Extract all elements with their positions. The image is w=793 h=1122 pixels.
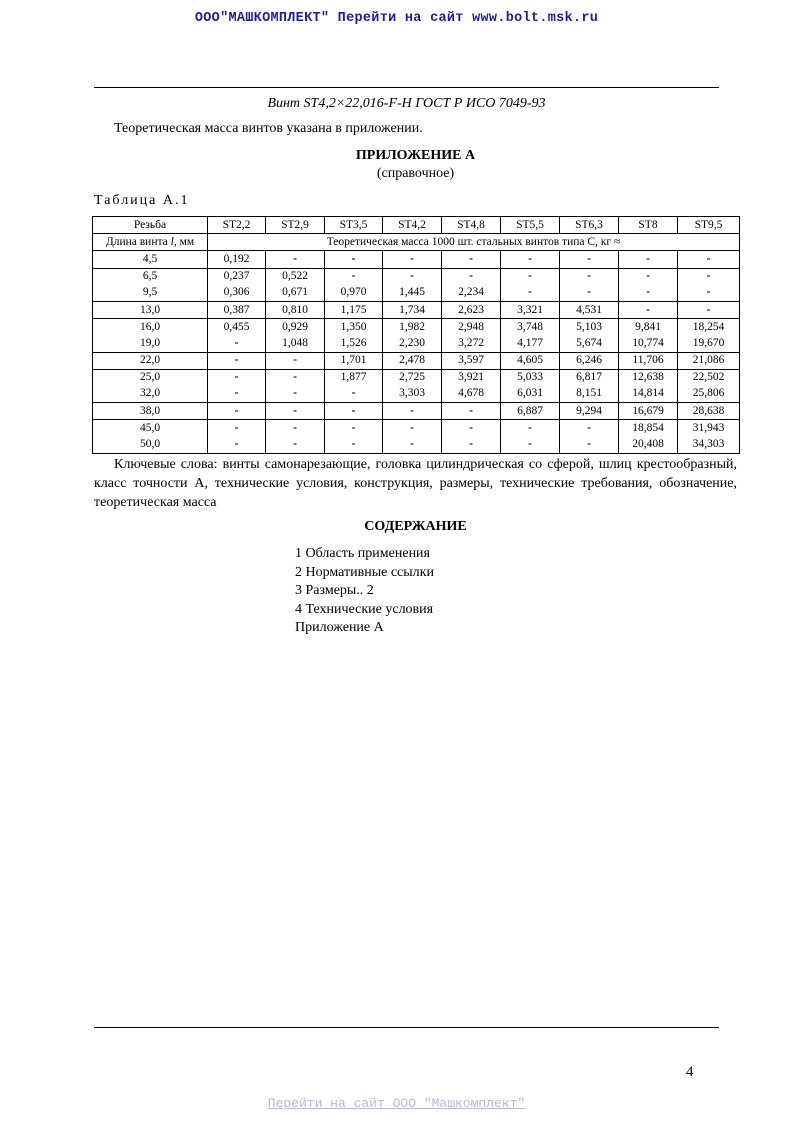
length-cell: 9,5 — [93, 285, 208, 302]
length-cell: 6,5 — [93, 268, 208, 285]
mass-cell: 1,701 — [325, 352, 383, 369]
length-cell: 19,0 — [93, 335, 208, 352]
mass-cell: - — [560, 268, 619, 285]
mass-cell: 0,671 — [266, 285, 325, 302]
mass-cell: 1,175 — [325, 301, 383, 318]
column-header: ST2,2 — [208, 217, 266, 234]
mass-cell: 16,679 — [619, 403, 678, 420]
appendix-subtitle: (справочное) — [376, 166, 455, 181]
mass-cell: - — [266, 352, 325, 369]
mass-cell: 14,814 — [619, 386, 678, 403]
mass-cell: - — [442, 251, 501, 268]
mass-cell: 3,303 — [383, 386, 442, 403]
thread-header: Резьба — [93, 217, 208, 234]
mass-cell: 4,177 — [501, 335, 560, 352]
column-header: ST5,5 — [501, 217, 560, 234]
mass-cell: 3,597 — [442, 352, 501, 369]
table-caption: Таблица А.1 — [94, 193, 190, 208]
mass-cell: - — [325, 420, 383, 437]
mass-cell: - — [383, 436, 442, 453]
mass-cell: 0,970 — [325, 285, 383, 302]
mass-cell: - — [442, 420, 501, 437]
mass-cell: 18,854 — [619, 420, 678, 437]
mass-cell: 11,706 — [619, 352, 678, 369]
mass-cell: - — [266, 386, 325, 403]
mass-cell: - — [560, 420, 619, 437]
mass-cell: - — [383, 251, 442, 268]
mass-cell: 6,817 — [560, 369, 619, 386]
keywords-paragraph: Ключевые слова: винты самонарезающие, головка цилиндрическая со сферой, шлиц крестообразный, класс точности А, технические условия, конструкция, размеры, технические требования, обозначение, теоретическая масса — [94, 457, 737, 510]
mass-cell: - — [208, 403, 266, 420]
site-link[interactable]: ООО"МАШКОМПЛЕКТ" Перейти на сайт www.bolt.msk.ru — [194, 11, 599, 26]
mass-cell: - — [208, 386, 266, 403]
intro-paragraph: Теоретическая масса винтов указана в приложении. — [114, 121, 423, 136]
footer-site-link[interactable]: Перейти на сайт ООО "Машкомплект" — [267, 1096, 526, 1111]
length-cell: 13,0 — [93, 301, 208, 318]
table-of-contents — [295, 545, 434, 638]
mass-cell: - — [208, 335, 266, 352]
mass-cell: - — [619, 285, 678, 302]
length-cell: 45,0 — [93, 420, 208, 437]
length-cell: 25,0 — [93, 369, 208, 386]
mass-cell: 3,921 — [442, 369, 501, 386]
mass-cell: 0,929 — [266, 319, 325, 336]
document-reference: Винт ST4,2×22,016-F-H ГОСТ Р ИСО 7049-93 — [267, 96, 546, 111]
toc-item[interactable]: 2 Нормативные ссылки — [295, 564, 434, 580]
mass-cell: - — [619, 301, 678, 318]
mass-cell: 22,502 — [678, 369, 740, 386]
mass-cell: 34,303 — [678, 436, 740, 453]
column-header: ST8 — [619, 217, 678, 234]
mass-cell: 20,408 — [619, 436, 678, 453]
mass-cell: - — [266, 420, 325, 437]
header-rule — [94, 87, 719, 88]
mass-cell: - — [619, 251, 678, 268]
mass-cell: 0,455 — [208, 319, 266, 336]
mass-cell: - — [208, 369, 266, 386]
mass-cell: 1,982 — [383, 319, 442, 336]
table-body — [93, 251, 740, 453]
mass-cell: 1,048 — [266, 335, 325, 352]
mass-cell: - — [442, 403, 501, 420]
toc-item[interactable]: Приложение А — [295, 620, 384, 635]
mass-cell: - — [208, 420, 266, 437]
mass-cell: - — [678, 285, 740, 302]
mass-cell: - — [442, 268, 501, 285]
table-row — [93, 352, 740, 369]
mass-cell: - — [266, 251, 325, 268]
mass-cell: 5,103 — [560, 319, 619, 336]
mass-cell: 6,887 — [501, 403, 560, 420]
column-header: ST9,5 — [678, 217, 740, 234]
mass-cell: - — [560, 251, 619, 268]
mass-cell: 2,948 — [442, 319, 501, 336]
mass-cell: 0,387 — [208, 301, 266, 318]
mass-cell: 1,350 — [325, 319, 383, 336]
mass-cell: - — [501, 251, 560, 268]
table-row — [93, 369, 740, 386]
mass-table — [92, 216, 740, 454]
mass-cell: 31,943 — [678, 420, 740, 437]
appendix-title: ПРИЛОЖЕНИЕ А — [355, 148, 476, 163]
mass-cell: 2,478 — [383, 352, 442, 369]
mass-cell: 4,531 — [560, 301, 619, 318]
mass-cell: 5,674 — [560, 335, 619, 352]
mass-cell: - — [678, 268, 740, 285]
mass-cell: 8,151 — [560, 386, 619, 403]
length-cell: 32,0 — [93, 386, 208, 403]
table-row — [93, 335, 740, 352]
mass-cell: - — [325, 403, 383, 420]
mass-cell: 0,306 — [208, 285, 266, 302]
mass-cell: - — [208, 352, 266, 369]
mass-cell: - — [501, 285, 560, 302]
length-cell: 50,0 — [93, 436, 208, 453]
table-row — [93, 285, 740, 302]
column-header: ST3,5 — [325, 217, 383, 234]
table-row — [93, 268, 740, 285]
mass-cell: - — [678, 251, 740, 268]
table-row — [93, 301, 740, 318]
mass-cell: - — [266, 403, 325, 420]
mass-cell: - — [325, 436, 383, 453]
column-header: ST6,3 — [560, 217, 619, 234]
table-row — [93, 251, 740, 268]
column-header: ST2,9 — [266, 217, 325, 234]
mass-cell: - — [383, 420, 442, 437]
mass-cell: 3,321 — [501, 301, 560, 318]
mass-cell: 1,877 — [325, 369, 383, 386]
mass-cell: - — [383, 268, 442, 285]
mass-cell: 0,192 — [208, 251, 266, 268]
mass-cell: - — [501, 436, 560, 453]
mass-cell: 10,774 — [619, 335, 678, 352]
mass-cell: - — [501, 420, 560, 437]
table-row — [93, 436, 740, 453]
mass-cell: 1,445 — [383, 285, 442, 302]
mass-cell: - — [560, 285, 619, 302]
mass-cell: 28,638 — [678, 403, 740, 420]
length-cell: 4,5 — [93, 251, 208, 268]
length-cell: 22,0 — [93, 352, 208, 369]
length-cell: 38,0 — [93, 403, 208, 420]
column-header-row — [93, 217, 740, 234]
mass-cell: 2,234 — [442, 285, 501, 302]
mass-cell: 3,748 — [501, 319, 560, 336]
mass-cell: 12,638 — [619, 369, 678, 386]
column-header: ST4,2 — [383, 217, 442, 234]
mass-cell: 2,230 — [383, 335, 442, 352]
mass-cell: 21,086 — [678, 352, 740, 369]
mass-cell: 0,810 — [266, 301, 325, 318]
mass-cell: - — [266, 436, 325, 453]
contents-title: СОДЕРЖАНИЕ — [364, 519, 467, 534]
table-row — [93, 319, 740, 336]
mass-cell: - — [619, 268, 678, 285]
mass-cell: 19,670 — [678, 335, 740, 352]
mass-cell: - — [266, 369, 325, 386]
mass-cell: - — [325, 251, 383, 268]
mass-cell: 25,806 — [678, 386, 740, 403]
length-header: Длина винта l, мм — [93, 234, 208, 251]
mass-cell: 4,678 — [442, 386, 501, 403]
mass-cell: 18,254 — [678, 319, 740, 336]
mass-cell: - — [442, 436, 501, 453]
mass-cell: 6,246 — [560, 352, 619, 369]
mass-cell: - — [208, 436, 266, 453]
toc-item[interactable]: 3 Размеры.. 2 — [295, 583, 374, 598]
mass-cell: 1,734 — [383, 301, 442, 318]
mass-cell: 2,623 — [442, 301, 501, 318]
mass-cell: 0,237 — [208, 268, 266, 285]
mass-cell: 2,725 — [383, 369, 442, 386]
mass-cell: - — [678, 301, 740, 318]
table-row — [93, 386, 740, 403]
page-number: 4 — [686, 1064, 694, 1080]
mass-cell: - — [560, 436, 619, 453]
mass-cell: 6,031 — [501, 386, 560, 403]
column-header: ST4,8 — [442, 217, 501, 234]
mass-cell: 3,272 — [442, 335, 501, 352]
mass-cell: - — [383, 403, 442, 420]
toc-item[interactable]: 4 Технические условия — [295, 601, 434, 617]
table-row — [93, 420, 740, 437]
mass-header: Теоретическая масса 1000 шт. стальных винтов типа С, кг ≈ — [208, 234, 740, 251]
mass-cell: 4,605 — [501, 352, 560, 369]
mass-cell: 1,526 — [325, 335, 383, 352]
length-header-row — [93, 234, 740, 251]
length-cell: 16,0 — [93, 319, 208, 336]
footer-rule — [94, 1027, 719, 1028]
mass-cell: - — [501, 268, 560, 285]
mass-cell: 5,033 — [501, 369, 560, 386]
mass-cell: 9,841 — [619, 319, 678, 336]
mass-cell: - — [325, 268, 383, 285]
mass-cell: - — [325, 386, 383, 403]
toc-item[interactable]: 1 Область применения — [295, 546, 430, 561]
table-row — [93, 403, 740, 420]
mass-cell: 9,294 — [560, 403, 619, 420]
mass-cell: 0,522 — [266, 268, 325, 285]
